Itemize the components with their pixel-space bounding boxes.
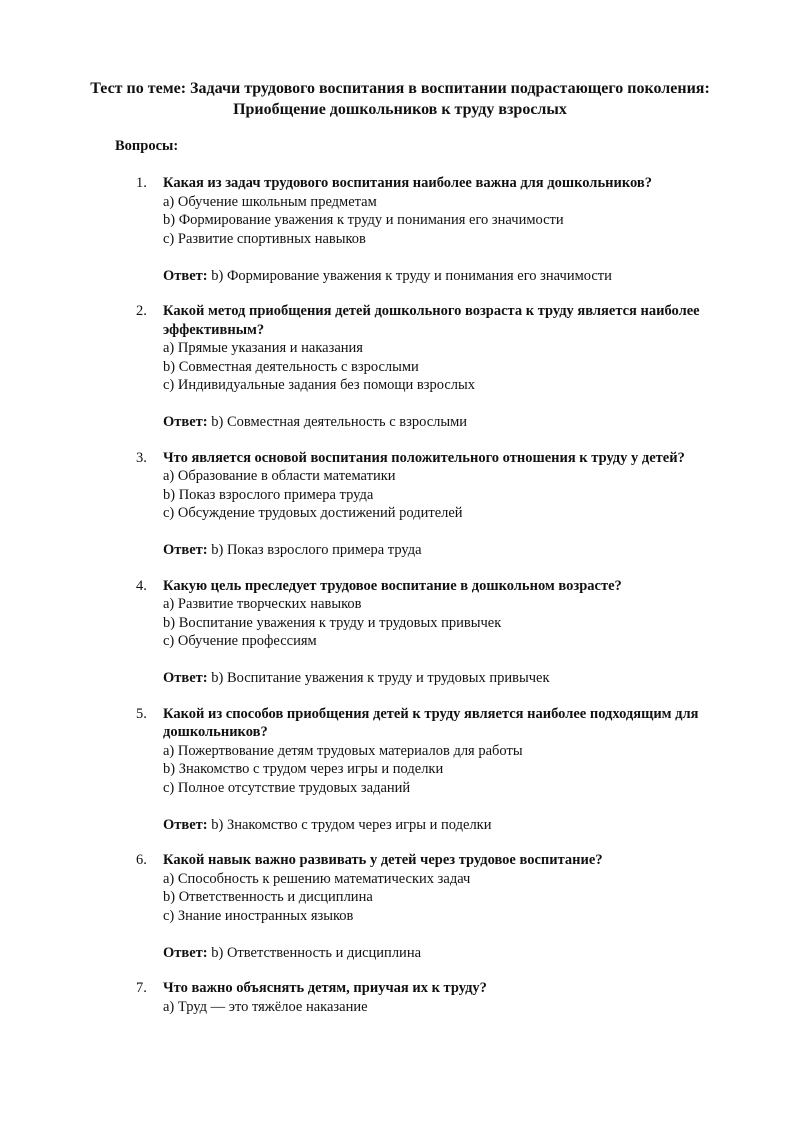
question-item [0, 851, 800, 962]
question-body [163, 174, 743, 285]
answer-label: Ответ: [163, 670, 208, 686]
question-list [0, 174, 800, 1033]
answer-option: a) Прямые указания и наказания [163, 340, 363, 356]
question-item [0, 979, 800, 1016]
correct-answer [163, 669, 743, 688]
answer-value: b) Показ взрослого примера труда [211, 542, 422, 558]
question-text: Какой метод приобщения детей дошкольного возраста к труду является наиболее эффективным? [163, 303, 700, 338]
answer-label: Ответ: [163, 414, 208, 430]
answer-option: a) Пожертвование детям трудовых материалов для работы [163, 742, 523, 759]
question-body [163, 577, 743, 688]
question-text: Какой навык важно развивать у детей через трудовое воспитание? [163, 852, 603, 868]
question-text: Какой из способов приобщения детей к труду является наиболее подходящим для дошкольников? [163, 705, 699, 740]
answer-label: Ответ: [163, 267, 208, 284]
answer-value: b) Воспитание уважения к труду и трудовых привычек [211, 670, 550, 686]
section-label: Вопросы: [115, 138, 179, 154]
correct-answer [163, 816, 743, 835]
answer-label: Ответ: [163, 542, 208, 558]
answer-value: b) Совместная деятельность с взрослыми [211, 414, 468, 430]
document-title: Тест по теме: Задачи трудового воспитания в воспитании подрастающего поколения: Приобщение дошкольников к труду взрослых [90, 80, 710, 118]
question-number: 6. [136, 852, 147, 868]
question-item [0, 449, 800, 560]
question-text: Что является основой воспитания положительного отношения к труду у детей? [163, 449, 685, 466]
answer-option: a) Образование в области математики [163, 468, 396, 484]
answer-option: b) Показ взрослого примера труда [163, 486, 374, 503]
answer-option: b) Совместная деятельность с взрослыми [163, 358, 419, 375]
answer-option: c) Знание иностранных языков [163, 907, 354, 924]
answer-label: Ответ: [163, 816, 208, 833]
question-item [0, 705, 800, 835]
answer-option: c) Обсуждение трудовых достижений родителей [163, 505, 463, 521]
answer-option: b) Формирование уважения к труду и понимания его значимости [163, 212, 564, 228]
answer-option: c) Развитие спортивных навыков [163, 230, 366, 247]
answer-option: a) Способность к решению математических задач [163, 870, 471, 887]
question-number: 2. [136, 303, 147, 319]
correct-answer [163, 267, 743, 286]
question-body [163, 449, 743, 560]
question-number: 7. [136, 980, 147, 996]
question-text: Какая из задач трудового воспитания наиболее важна для дошкольников? [163, 175, 652, 191]
answer-option: a) Обучение школьным предметам [163, 193, 377, 210]
question-item [0, 302, 800, 432]
answer-value: b) Формирование уважения к труду и понимания его значимости [211, 267, 612, 284]
answer-option: c) Полное отсутствие трудовых заданий [163, 779, 411, 796]
answer-option: c) Обучение профессиям [163, 633, 317, 649]
question-number: 1. [136, 175, 147, 191]
question-number: 3. [136, 449, 147, 466]
question-text: Какую цель преследует трудовое воспитание в дошкольном возрасте? [163, 577, 622, 594]
answer-value: b) Ответственность и дисциплина [211, 944, 422, 961]
correct-answer [163, 541, 743, 560]
question-item [0, 174, 800, 285]
question-number: 5. [136, 705, 147, 722]
correct-answer [163, 944, 743, 963]
answer-option: b) Ответственность и дисциплина [163, 889, 373, 905]
question-number: 4. [136, 577, 147, 594]
answer-value: b) Знакомство с трудом через игры и поделки [211, 816, 492, 833]
question-body [163, 851, 743, 962]
question-body [163, 302, 743, 432]
answer-option: c) Индивидуальные задания без помощи взрослых [163, 377, 476, 393]
question-body [163, 705, 743, 835]
answer-option: b) Воспитание уважения к труду и трудовых привычек [163, 614, 502, 631]
answer-label: Ответ: [163, 944, 208, 961]
answer-option: a) Труд — это тяжёлое наказание [163, 998, 368, 1015]
answer-option: a) Развитие творческих навыков [163, 596, 362, 612]
correct-answer [163, 413, 743, 432]
question-body [163, 979, 743, 1016]
question-item [0, 577, 800, 688]
question-text: Что важно объяснять детям, приучая их к труду? [163, 980, 487, 996]
answer-option: b) Знакомство с трудом через игры и поделки [163, 761, 444, 777]
